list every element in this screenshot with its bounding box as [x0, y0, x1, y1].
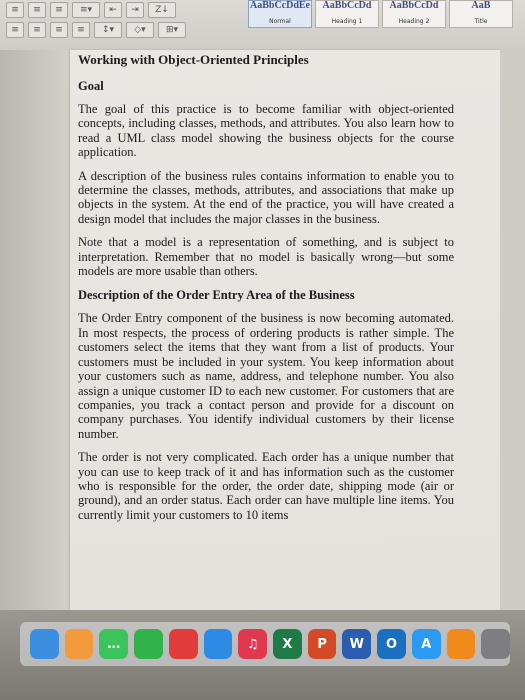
- align-left-icon[interactable]: ≡: [6, 22, 24, 38]
- style-name: Heading 1: [331, 18, 363, 25]
- right-margin: [500, 50, 525, 610]
- document-page[interactable]: [70, 50, 500, 610]
- list-icon[interactable]: ≡: [28, 2, 46, 18]
- style-name: Normal: [269, 18, 291, 25]
- photos-icon[interactable]: [65, 629, 94, 659]
- style-name: Heading 2: [398, 18, 430, 25]
- align-center-icon[interactable]: ≡: [28, 22, 46, 38]
- style-normal[interactable]: [248, 0, 312, 28]
- news-icon[interactable]: [169, 629, 198, 659]
- style-heading-1[interactable]: [315, 0, 379, 28]
- paragraph-goal: The goal of this practice is to become familiar with object-oriented concepts, including classes, methods, and attributes. You also learn how to read a UML class model showing the business objects for the course application.: [78, 102, 454, 160]
- document-title: Working with Object-Oriented Principles: [78, 52, 309, 67]
- line-spacing-icon[interactable]: ↕▾: [94, 22, 122, 38]
- desktop-bottom: [0, 610, 525, 700]
- indent-icon[interactable]: ≡: [6, 2, 24, 18]
- section-heading: Description of the Order Entry Area of the Business: [78, 288, 355, 303]
- sort-icon[interactable]: Z↓: [148, 2, 176, 18]
- increase-indent-icon[interactable]: ⇥: [126, 2, 144, 18]
- style-sample: AaB: [471, 0, 491, 11]
- ribbon-toolbar: [0, 0, 525, 51]
- align-right-icon[interactable]: ≡: [50, 22, 68, 38]
- books-icon[interactable]: [447, 629, 476, 659]
- decrease-indent-icon[interactable]: ⇤: [104, 2, 122, 18]
- finder-icon[interactable]: [30, 629, 59, 659]
- style-sample: AaBbCcDd: [322, 0, 372, 11]
- multilevel-list-icon[interactable]: ≡▾: [72, 2, 100, 18]
- left-margin: [0, 50, 70, 610]
- music-icon[interactable]: ♫: [238, 629, 267, 659]
- safari-icon[interactable]: [204, 629, 233, 659]
- word-icon[interactable]: W: [342, 629, 371, 659]
- justify-icon[interactable]: ≡: [72, 22, 90, 38]
- shading-icon[interactable]: ◇▾: [126, 22, 154, 38]
- messages-icon[interactable]: …: [99, 629, 128, 659]
- format-row-1: [6, 2, 176, 18]
- goal-heading: Goal: [78, 79, 104, 93]
- outlook-icon[interactable]: O: [377, 629, 406, 659]
- dock: [20, 622, 510, 666]
- excel-icon[interactable]: X: [273, 629, 302, 659]
- style-sample: AaBbCcDd: [389, 0, 439, 11]
- facetime-icon[interactable]: [134, 629, 163, 659]
- format-row-2: [6, 22, 186, 38]
- powerpoint-icon[interactable]: P: [308, 629, 337, 659]
- borders-icon[interactable]: ⊞▾: [158, 22, 186, 38]
- document-content: [78, 52, 454, 531]
- paragraph-model-note: Note that a model is a representation of something, and is subject to interpretation. Remember that no model is basically wrong—but some models are more usable than others.: [78, 235, 454, 279]
- appstore-icon[interactable]: A: [412, 629, 441, 659]
- style-sample: AaBbCcDdEe: [249, 0, 310, 11]
- style-name: Title: [474, 18, 488, 25]
- numbered-list-icon[interactable]: ≡: [50, 2, 68, 18]
- style-heading-2[interactable]: [382, 0, 446, 28]
- paragraph-order: The order is not very complicated. Each order has a unique number that you can use to keep track of it and has information such as the customer who is responsible for the order, the order date, shipping mode (air or ground), and an order status. Each order can have multiple line items. You currently limit your customers to 10 items: [78, 450, 454, 522]
- paragraph-business-rules: A description of the business rules contains information to enable you to determine the classes, methods, attributes, and associations that make up objects in the system. At the end of the practice, you will have created a design model that includes the major classes in the business.: [78, 168, 454, 226]
- styles-gallery: [248, 0, 513, 28]
- settings-icon[interactable]: [481, 629, 510, 659]
- paragraph-order-entry: The Order Entry component of the business is now becoming automated. In most respects, the process of ordering products is rather simple. The customers select the items that they want from a list of products. Your customers must be included in your system. You keep information about your customers such as name, address, and telephone number. You also assign a unique customer ID to each new customer. For customers that are companies, you track a contact person and provide for a discount on company purchases. You identify individual customers by their license number.: [78, 311, 454, 441]
- style-title[interactable]: [449, 0, 513, 28]
